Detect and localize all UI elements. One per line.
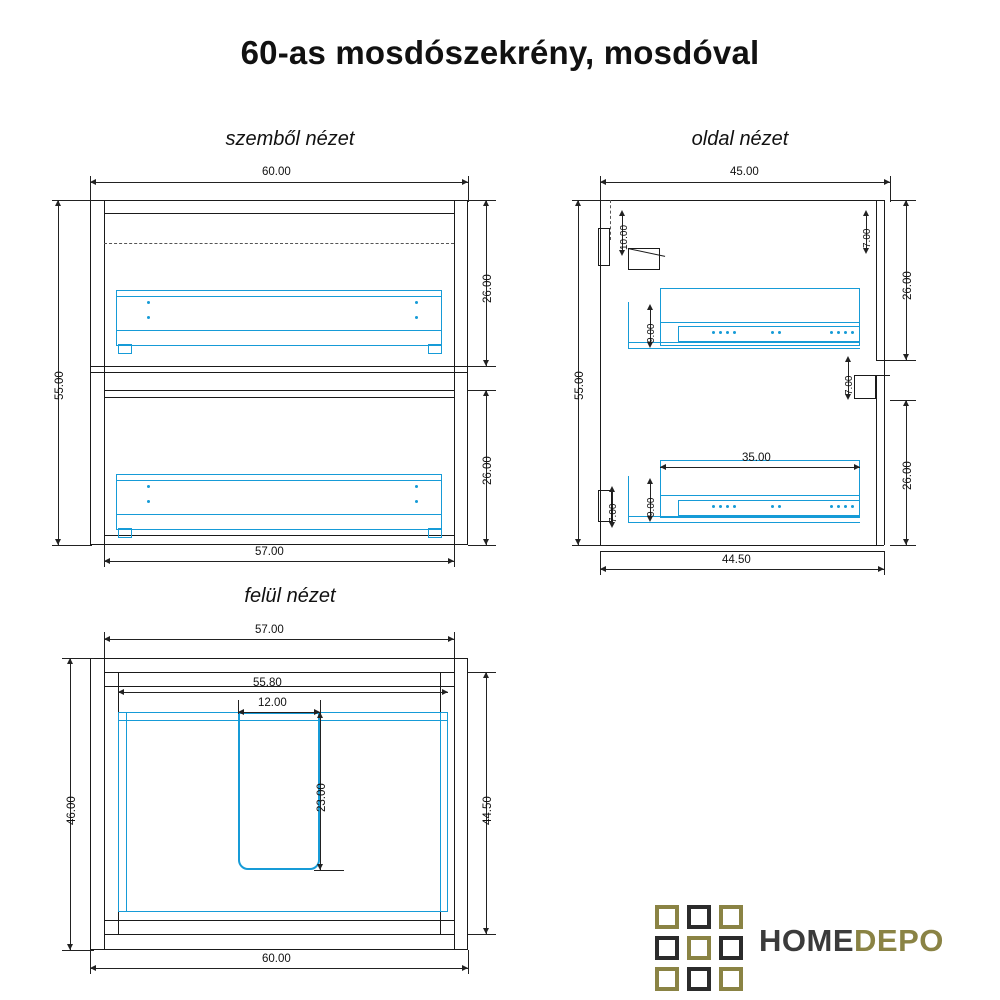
drawer-bracket-right: [428, 528, 442, 538]
front-height-total-text: 55.00: [54, 371, 66, 400]
ext-line: [890, 545, 916, 546]
side-back-edge: [884, 200, 885, 545]
ext-line: [468, 176, 469, 202]
side-drawer-lower-rail: [678, 500, 860, 516]
arrow-up: [619, 210, 625, 216]
ext-line: [468, 366, 496, 367]
ext-line: [90, 950, 91, 974]
ext-line: [890, 176, 891, 202]
homedepo-logo[interactable]: [655, 905, 985, 990]
front-top-inner-line: [104, 213, 454, 214]
front-width-outer-text: 60.00: [262, 166, 291, 178]
drawer-screw-dot: [147, 301, 150, 304]
side-mid-bracket: [854, 375, 876, 399]
side-box-bottom-text: 26.00: [902, 461, 914, 490]
side-drawer-upper-rail: [678, 326, 860, 342]
rail-dot: [844, 505, 847, 508]
side-back-notch-2: [876, 375, 890, 376]
rail-dot: [733, 331, 736, 334]
side-bottom-edge-2: [600, 551, 884, 552]
side-depth-outer-text: 45.00: [730, 166, 759, 178]
top-left-panel-line: [104, 658, 105, 950]
front-width-inner-text: 57.00: [255, 546, 284, 558]
top-front-line-1: [104, 920, 454, 921]
drawer-bracket-right: [428, 344, 442, 354]
side-gap-low-text: 7.00: [608, 503, 619, 523]
logo-text: [759, 923, 944, 959]
ext-line: [890, 360, 916, 361]
logo-grid-icon: [655, 905, 747, 991]
ext-line: [468, 934, 496, 935]
drawer-screw-dot: [147, 485, 150, 488]
top-front-line-2: [104, 934, 454, 935]
rail-dot: [712, 331, 715, 334]
ext-line: [468, 950, 469, 974]
drawer-bracket-left: [118, 528, 132, 538]
side-bracket-dashed: [610, 200, 611, 240]
ext-line: [468, 390, 496, 391]
top-right-panel-line: [454, 658, 455, 950]
top-basin-width-dim: [118, 692, 448, 693]
arrow-down: [863, 248, 869, 254]
rail-dot: [719, 505, 722, 508]
rail-dot: [771, 331, 774, 334]
side-depth-inner-text: 44.50: [722, 554, 751, 566]
side-top-offset-text: 10.00: [619, 224, 630, 250]
ext-line: [884, 551, 885, 575]
ext-line: [104, 632, 105, 658]
arrow-right: [854, 464, 860, 470]
side-depth-dim-line: [600, 182, 890, 183]
side-top-right-offset-text: 7.00: [862, 228, 873, 248]
side-back-panel-line: [876, 200, 877, 360]
front-drawer-lower-edge2: [116, 514, 442, 515]
top-basin-inner-left: [126, 712, 127, 912]
page-title: 60-as mosdószekrény, mosdóval: [240, 34, 760, 71]
ext-line: [104, 545, 105, 567]
front-drawer-upper-edge: [116, 296, 442, 297]
side-upper-slide-2: [628, 348, 860, 349]
top-cutout-depth-text: 23.00: [316, 783, 328, 812]
front-drawer-upper-edge2: [116, 330, 442, 331]
front-drawer-lower: [116, 474, 442, 530]
ext-line: [454, 545, 455, 567]
logo-text-primary: HOME: [759, 923, 854, 958]
top-view-label: felül nézet: [244, 585, 336, 607]
front-drawer-divider-2: [90, 372, 468, 373]
rail-dot: [771, 505, 774, 508]
top-back-line-1: [104, 672, 454, 673]
drawer-screw-dot: [147, 500, 150, 503]
rail-dot: [778, 331, 781, 334]
rail-dot: [851, 505, 854, 508]
front-drawer2-top-line-2: [104, 397, 454, 398]
drawer-bracket-left: [118, 344, 132, 354]
rail-dot: [830, 505, 833, 508]
arrow-up: [647, 304, 653, 310]
front-view-label: szemből nézet: [225, 128, 355, 150]
front-drawer2-top-line: [104, 390, 454, 391]
side-drawer-lower-line: [660, 495, 860, 496]
ext-line: [454, 632, 455, 658]
ext-line: [314, 870, 344, 871]
side-box-top-text: 26.00: [902, 271, 914, 300]
ext-line: [468, 200, 496, 201]
drawer-screw-dot: [415, 316, 418, 319]
arrow-up: [863, 210, 869, 216]
rail-dot: [726, 505, 729, 508]
side-view-label: oldal nézet: [691, 128, 789, 150]
ext-line: [890, 200, 916, 201]
ext-line: [90, 176, 91, 202]
top-basin-width-text: 55.80: [253, 677, 282, 689]
side-lower-slide: [628, 516, 860, 517]
side-drawer-depth-text: 35.00: [742, 452, 771, 464]
ext-line: [572, 200, 606, 201]
rail-dot: [844, 331, 847, 334]
arrow-right: [442, 689, 448, 695]
top-outer-width-text: 60.00: [262, 953, 291, 965]
side-gap-mid-text: 7.00: [844, 375, 855, 395]
ext-line: [52, 545, 92, 546]
top-inner-width-dim: [104, 639, 454, 640]
ext-line: [600, 176, 601, 202]
rail-dot: [837, 505, 840, 508]
side-lower-front-line: [628, 476, 629, 522]
top-cutout-width-dim: [238, 712, 320, 713]
side-bottom-edge: [600, 545, 884, 546]
side-drawer-depth-dim: [660, 467, 860, 468]
ext-line: [52, 200, 92, 201]
front-drawer-divider-1: [90, 366, 468, 367]
rail-dot: [837, 331, 840, 334]
side-back-notch: [876, 360, 890, 361]
top-cutout-width-text: 12.00: [258, 697, 287, 709]
arrow-up: [845, 356, 851, 362]
ext-line: [572, 545, 606, 546]
side-rail-top-text: 9.00: [646, 323, 657, 343]
side-inner-depth-dim: [600, 569, 884, 570]
front-drawer-bottom-text: 26.00: [482, 456, 494, 485]
side-height-total-text: 55.00: [574, 371, 586, 400]
rail-dot: [719, 331, 722, 334]
front-drawer-upper: [116, 290, 442, 346]
side-lower-slide-2: [628, 522, 860, 523]
drawer-screw-dot: [415, 500, 418, 503]
rail-dot: [712, 505, 715, 508]
front-bottom-inner-line: [104, 535, 454, 536]
arrow-left: [118, 689, 124, 695]
drawer-screw-dot: [147, 316, 150, 319]
side-wall-bracket: [598, 228, 610, 266]
front-drawer-top-text: 26.00: [482, 274, 494, 303]
side-drawer-upper-line: [660, 322, 860, 323]
top-inner-width-text: 57.00: [255, 624, 284, 636]
ext-line: [62, 658, 94, 659]
arrow-down: [619, 250, 625, 256]
ext-line: [890, 400, 916, 401]
front-inner-width-dim-line: [104, 561, 454, 562]
side-upper-front-line: [628, 302, 629, 348]
front-basin-dashed-line: [104, 243, 454, 244]
front-drawer-lower-edge: [116, 480, 442, 481]
rail-dot: [830, 331, 833, 334]
drawer-screw-dot: [415, 485, 418, 488]
ext-line: [238, 700, 239, 714]
ext-line: [468, 545, 496, 546]
logo-text-secondary: DEPO: [854, 923, 944, 958]
side-upper-slide: [628, 342, 860, 343]
drawer-screw-dot: [415, 301, 418, 304]
side-back-panel-line-2: [876, 375, 877, 545]
rail-dot: [733, 505, 736, 508]
ext-line: [600, 551, 601, 575]
side-top-edge: [600, 200, 884, 201]
side-rail-bottom-text: 9.00: [646, 497, 657, 517]
rail-dot: [726, 331, 729, 334]
arrow-up: [647, 478, 653, 484]
ext-line: [468, 672, 496, 673]
top-depth-inner-text: 44.50: [482, 796, 494, 825]
arrow-left: [660, 464, 666, 470]
top-basin-cutout: [238, 712, 320, 870]
rail-dot: [778, 505, 781, 508]
top-depth-outer-text: 46.00: [66, 796, 78, 825]
top-basin-inner-right: [440, 712, 441, 912]
top-outer-width-dim: [90, 968, 468, 969]
front-width-dim-line: [90, 182, 468, 183]
rail-dot: [851, 331, 854, 334]
arrow-up: [317, 712, 323, 718]
arrow-up: [609, 486, 615, 492]
